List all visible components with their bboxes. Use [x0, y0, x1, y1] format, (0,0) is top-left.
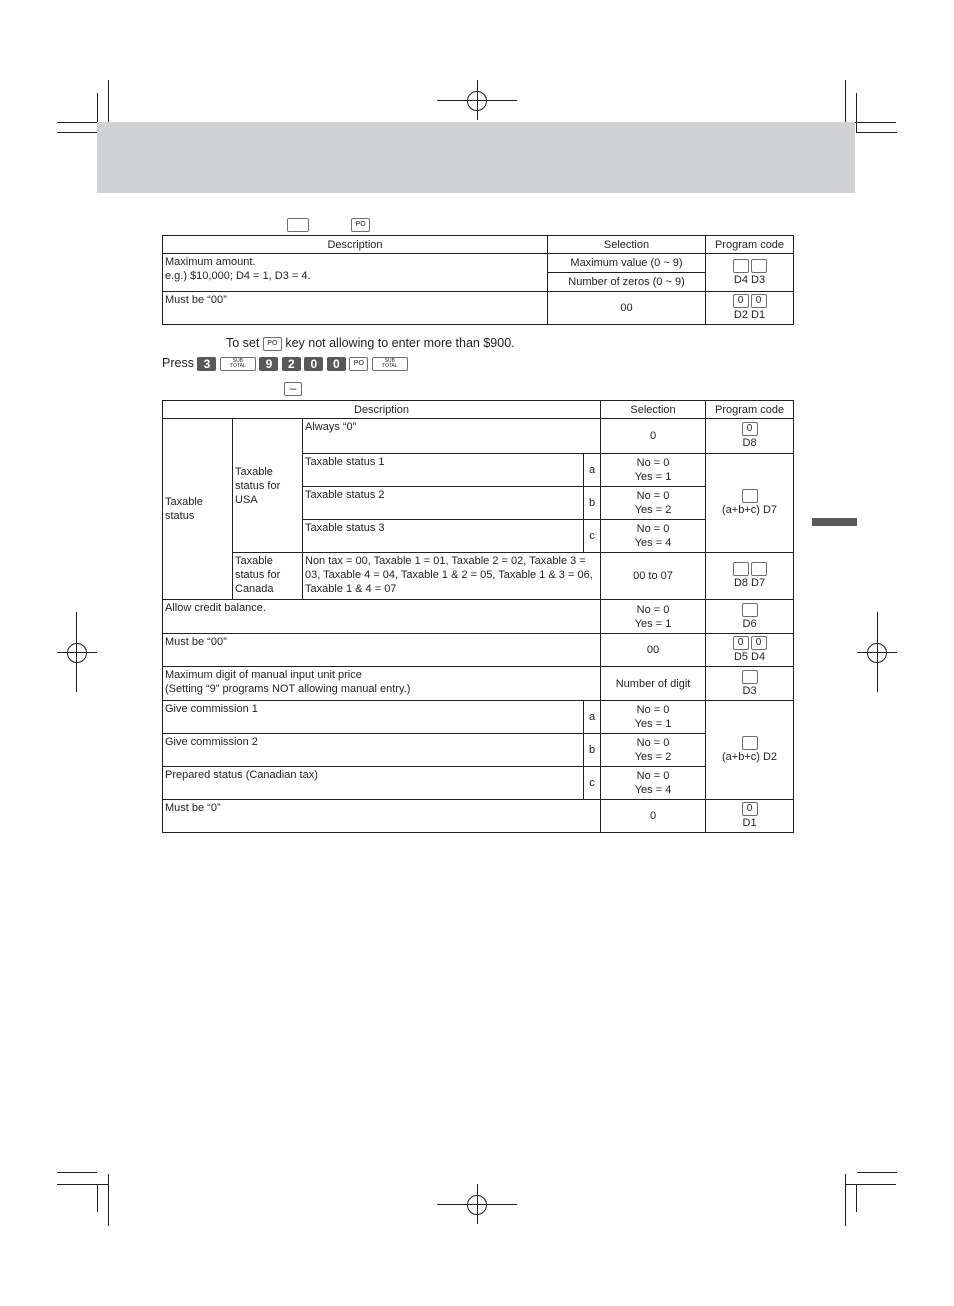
- press-label: Press: [162, 356, 194, 370]
- must0-description: Must be “0”: [163, 800, 601, 833]
- must00-selection: 00: [548, 292, 706, 325]
- code-label: D3: [742, 684, 757, 697]
- ts2-letter: b: [584, 487, 601, 520]
- digit-box-icon: [751, 259, 767, 273]
- header-description: Description: [163, 401, 601, 419]
- press-sequence: [162, 356, 408, 371]
- taxable-status-label: Taxable status: [163, 419, 233, 600]
- code-label: D1: [742, 817, 757, 829]
- code-abc-d7: [706, 454, 794, 553]
- code-d8: [706, 419, 794, 454]
- digit-box-icon: [742, 489, 758, 503]
- header-program-code: Program code: [706, 236, 794, 254]
- digit-box-icon: 0: [742, 422, 758, 436]
- ts1-letter: a: [584, 454, 601, 487]
- header-banner: [97, 122, 855, 193]
- max-value-selection: Maximum value (0 ~ 9): [548, 254, 706, 273]
- prepared-description: Prepared status (Canadian tax): [163, 767, 584, 800]
- maxdigit-selection: Number of digit: [601, 667, 706, 701]
- ts1-selection: No = 0 Yes = 1: [601, 454, 706, 487]
- code-label: D8: [742, 437, 757, 449]
- ts2-description: Taxable status 2: [303, 487, 584, 520]
- code-label: (a+b+c) D2: [722, 751, 778, 763]
- code-label: D6: [742, 617, 757, 630]
- code-label: D4 D3: [733, 273, 766, 286]
- must00-description: Must be “00”: [163, 292, 548, 325]
- digit-box-icon: [742, 603, 758, 617]
- key-line-1: [287, 218, 370, 232]
- digit-box-icon: [742, 736, 758, 750]
- header-description: Description: [163, 236, 548, 254]
- digit-box-icon: 0: [742, 802, 758, 816]
- must0-selection: 0: [601, 800, 706, 833]
- code-d3: [706, 667, 794, 701]
- digit-box-icon: [733, 562, 749, 576]
- digit-box-icon: [733, 259, 749, 273]
- code-d1: [706, 800, 794, 833]
- always0-description: Always “0”: [303, 419, 601, 454]
- ts3-description: Taxable status 3: [303, 520, 584, 553]
- section-tab: [812, 518, 857, 526]
- num-zeros-selection: Number of zeros (0 ~ 9): [548, 273, 706, 292]
- comm1-selection: No = 0 Yes = 1: [601, 701, 706, 734]
- code-d2d1: [706, 292, 794, 325]
- always0-selection: 0: [601, 419, 706, 454]
- po-key-icon: PO: [263, 337, 282, 351]
- program-table-1: [162, 235, 794, 325]
- key-line-2: [284, 382, 302, 396]
- example-suffix: key not allowing to enter more than $900.: [285, 336, 515, 350]
- digit-box-icon: 0: [733, 294, 749, 308]
- credit-description: Allow credit balance.: [163, 600, 601, 634]
- digit-box-icon: [751, 562, 767, 576]
- code-d6: [706, 600, 794, 634]
- ts3-selection: No = 0 Yes = 4: [601, 520, 706, 553]
- ts3-letter: c: [584, 520, 601, 553]
- ts1-description: Taxable status 1: [303, 454, 584, 487]
- po-key-icon: PO: [349, 357, 368, 371]
- digit-box-icon: 0: [751, 294, 767, 308]
- code-abc-d2: [706, 701, 794, 800]
- example-line: [226, 336, 515, 351]
- minus-key-icon: –: [284, 382, 302, 396]
- credit-selection: No = 0 Yes = 1: [601, 600, 706, 634]
- must00-selection: 00: [601, 634, 706, 667]
- must00-description: Must be “00”: [163, 634, 601, 667]
- code-label: D8 D7: [733, 577, 766, 590]
- comm2-selection: No = 0 Yes = 2: [601, 734, 706, 767]
- subtotal-key-icon: SUB TOTAL: [372, 357, 408, 371]
- header-selection: Selection: [601, 401, 706, 419]
- code-label: D5 D4: [733, 651, 766, 664]
- blank-key-icon: [287, 218, 309, 232]
- comm2-description: Give commission 2: [163, 734, 584, 767]
- prepared-selection: No = 0 Yes = 4: [601, 767, 706, 800]
- canada-selection: 00 to 07: [601, 553, 706, 600]
- code-label: (a+b+c) D7: [722, 504, 778, 516]
- digit-box-icon: [742, 670, 758, 684]
- key-2-icon: 2: [282, 357, 301, 371]
- digit-box-icon: 0: [751, 636, 767, 650]
- canada-description: Non tax = 00, Taxable 1 = 01, Taxable 2 = 02, Taxable 3 = 03, Taxable 4 = 04, Taxable 1 & 2 = 05, Taxable 1 & 3 = 06, Taxable 1 & 4 = 07: [303, 553, 601, 600]
- po-key-icon: PO: [351, 218, 370, 232]
- header-selection: Selection: [548, 236, 706, 254]
- comm2-letter: b: [584, 734, 601, 767]
- key-0-icon: 0: [304, 357, 323, 371]
- taxable-canada-label: Taxable status for Canada: [233, 553, 303, 600]
- comm1-description: Give commission 1: [163, 701, 584, 734]
- key-3-icon: 3: [197, 357, 216, 371]
- maxdigit-description: Maximum digit of manual input unit price (Setting “9” programs NOT allowing manual entry.): [163, 667, 601, 701]
- prepared-letter: c: [584, 767, 601, 800]
- comm1-letter: a: [584, 701, 601, 734]
- code-label: D2 D1: [733, 309, 766, 322]
- taxable-usa-label: Taxable status for USA: [233, 419, 303, 553]
- example-prefix: To set: [226, 336, 260, 350]
- code-d4d3: [706, 254, 794, 292]
- code-d8d7: [706, 553, 794, 600]
- max-amount-description: Maximum amount. e.g.) $10,000; D4 = 1, D3 = 4.: [163, 254, 548, 292]
- key-0-icon: 0: [327, 357, 346, 371]
- digit-box-icon: 0: [733, 636, 749, 650]
- program-table-2: [162, 400, 794, 833]
- key-9-icon: 9: [259, 357, 278, 371]
- subtotal-key-icon: SUB TOTAL: [220, 357, 256, 371]
- header-program-code: Program code: [706, 401, 794, 419]
- ts2-selection: No = 0 Yes = 2: [601, 487, 706, 520]
- code-d5d4: [706, 634, 794, 667]
